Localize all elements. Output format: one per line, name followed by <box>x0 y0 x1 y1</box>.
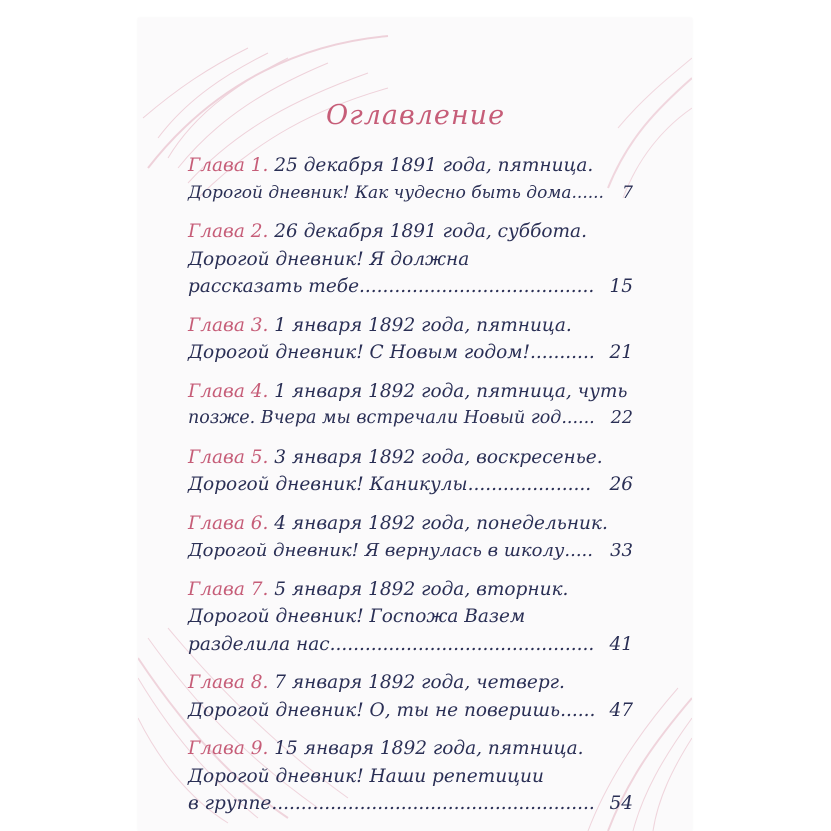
chapter-title-text: позже. Вчера мы встречали Новый год... <box>188 408 579 428</box>
chapter-title-text: Дорогой дневник! Как чудесно быть дома... <box>188 182 588 203</box>
chapter-title-text: разделила нас... <box>188 633 348 655</box>
chapter-label: Глава 3. <box>188 314 269 336</box>
toc-entry[interactable] <box>188 510 633 565</box>
toc-entry[interactable] <box>188 312 633 367</box>
toc-entry-line <box>188 246 633 274</box>
toc-entry-line <box>188 603 633 631</box>
toc-entry-line <box>188 405 633 433</box>
toc-entry-line <box>188 669 633 697</box>
toc-entry[interactable] <box>188 378 633 433</box>
chapter-label: Глава 6. <box>188 512 269 534</box>
toc-entry-line <box>188 576 633 604</box>
toc-entry-line <box>188 537 633 565</box>
dot-leader: .......................................... <box>347 633 595 655</box>
dot-leader: ... <box>578 408 595 428</box>
chapter-label: Глава 8. <box>188 672 269 693</box>
toc-entry[interactable] <box>188 152 633 207</box>
chapter-title-text: 5 января 1892 года, вторник. <box>274 578 569 600</box>
chapter-title-text: Дорогой дневник! Госпожа Вазем <box>188 606 526 627</box>
dot-leader: ... <box>577 699 596 721</box>
toc-entry-line <box>188 378 633 406</box>
chapter-label: Глава 1. <box>188 155 269 176</box>
chapter-title-text: 26 декабря 1891 года, суббота. <box>274 221 587 242</box>
toc-entry-line <box>188 218 633 246</box>
toc-entry[interactable] <box>188 735 633 818</box>
toc-entry-line <box>188 180 633 208</box>
page-number: 41 <box>609 633 633 655</box>
toc-entry-line <box>188 697 633 725</box>
page-number: 7 <box>622 182 633 203</box>
toc-entry[interactable] <box>188 218 633 301</box>
page-number: 15 <box>609 276 633 297</box>
toc-entry-line <box>188 790 633 818</box>
chapter-title-text: 4 января 1892 года, понедельник. <box>274 512 608 534</box>
page-number: 21 <box>609 342 633 363</box>
dot-leader: ..................................... <box>376 276 595 297</box>
chapter-label: Глава 7. <box>188 578 269 600</box>
dot-leader: ... <box>587 182 604 203</box>
toc-entry-line <box>188 735 633 763</box>
toc-entry-line <box>188 763 633 791</box>
toc-entry-line <box>188 444 633 472</box>
chapter-label: Глава 4. <box>188 380 269 402</box>
page-number: 47 <box>609 699 633 721</box>
chapter-label: Глава 5. <box>188 446 269 468</box>
chapter-title-text: 7 января 1892 года, четверг. <box>274 672 565 693</box>
dot-leader: ........... <box>530 342 595 363</box>
chapter-title-text: 3 января 1892 года, воскресенье. <box>274 446 603 468</box>
chapter-title-text: в группе... <box>188 793 289 814</box>
dot-leader: .... <box>570 540 593 561</box>
dot-leader: .................................................... <box>289 793 595 814</box>
chapter-title-text: Дорогой дневник! Я вернулась в школу. <box>188 540 571 561</box>
chapter-title-text: 15 января 1892 года, пятница. <box>274 738 584 759</box>
chapter-title-text: рассказать тебе... <box>188 276 377 297</box>
page-title: Оглавление <box>325 100 506 131</box>
dot-leader: .................. <box>485 474 592 495</box>
chapter-title-text: Дорогой дневник! Каникулы... <box>188 474 486 495</box>
toc-entry-line <box>188 510 633 538</box>
chapter-title-text: Дорогой дневник! О, ты не поверишь... <box>188 699 578 721</box>
toc-entry-line <box>188 471 633 499</box>
toc-entry[interactable] <box>188 444 633 499</box>
chapter-title-text: 1 января 1892 года, пятница, чуть <box>274 380 628 402</box>
toc-entry-line <box>188 152 633 180</box>
toc-entry[interactable] <box>188 669 633 724</box>
chapter-label: Глава 2. <box>188 221 269 242</box>
toc-entry-line <box>188 631 633 659</box>
chapter-title-text: 25 декабря 1891 года, пятница. <box>274 155 594 176</box>
page-number: 22 <box>610 408 633 428</box>
page-number: 54 <box>609 793 633 814</box>
chapter-title-text: Дорогой дневник! С Новым годом! <box>188 342 531 363</box>
toc-entry-line <box>188 273 633 301</box>
page-number: 26 <box>609 474 633 495</box>
chapter-title-text: Дорогой дневник! Наши репетиции <box>188 765 544 787</box>
table-of-contents <box>188 152 633 829</box>
chapter-label: Глава 9. <box>188 738 269 759</box>
chapter-title-text: Дорогой дневник! Я должна <box>188 248 470 270</box>
page-number: 33 <box>610 540 633 561</box>
toc-entry-line <box>188 312 633 340</box>
toc-entry[interactable] <box>188 576 633 659</box>
toc-entry-line <box>188 339 633 367</box>
chapter-title-text: 1 января 1892 года, пятница. <box>274 314 572 336</box>
